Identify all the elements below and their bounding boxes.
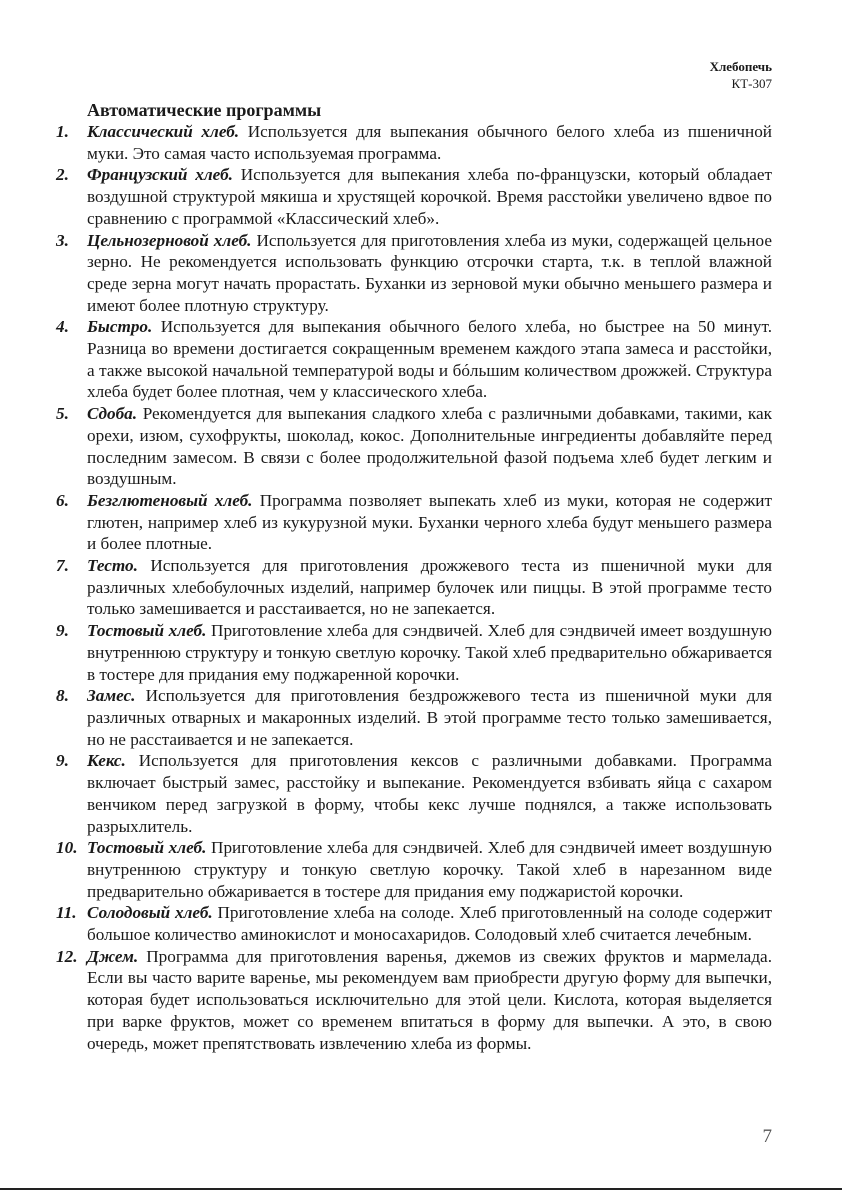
program-item — [56, 164, 772, 229]
program-item — [56, 403, 772, 490]
item-text: Используется для выпекания обычного белого хлеба из пшеничной муки. Это самая часто используемая программа. — [87, 122, 772, 163]
item-number: 9. — [56, 751, 69, 771]
program-item — [56, 946, 772, 1055]
item-term: Тостовый хлеб. — [87, 621, 207, 641]
program-item — [56, 902, 772, 945]
item-body — [87, 620, 772, 685]
item-text: Рекомендуется для выпекания сладкого хлеба с различными добавками, такими, как орехи, изюм, сухофрукты, шоколад, кокос. Дополнительные ингредиенты добавляйте перед последним замесом. В связи с более продолжительной фазой подъема хлеб будет легким и воздушным. — [87, 404, 772, 489]
item-body — [87, 490, 772, 555]
item-number: 12. — [56, 946, 78, 966]
item-term: Французский хлеб. — [87, 165, 233, 185]
item-body — [87, 750, 772, 837]
item-text: Используется для выпекания хлеба по-французски, который обладает воздушной структурой мякиша и хрустящей корочкой. Время расстойки увеличено вдвое по сравнению с программой «Классический хлеб». — [87, 165, 773, 228]
item-number: 8. — [56, 686, 69, 706]
item-term: Тостовый хлеб. — [87, 838, 207, 858]
item-body — [87, 685, 772, 750]
page-number: 7 — [762, 1126, 772, 1147]
program-item — [56, 121, 772, 164]
header-model: КТ-307 — [731, 76, 772, 91]
item-number: 11. — [56, 903, 77, 923]
item-body — [87, 946, 772, 1055]
item-term: Быстро. — [87, 317, 153, 337]
item-number: 9. — [56, 621, 69, 641]
item-number: 7. — [56, 556, 69, 576]
item-text: Приготовление хлеба для сэндвичей. Хлеб для сэндвичей имеет воздушную внутреннюю структуру и тонкую светлую корочку. Такой хлеб в нарезанном виде предварительно обжаривается в тостере для придания ему поджаристой корочки. — [87, 838, 772, 901]
item-number: 5. — [56, 404, 69, 424]
item-term: Джем. — [87, 946, 139, 966]
item-number: 2. — [56, 165, 69, 185]
item-text: Используется для выпекания обычного белого хлеба, но быстрее на 50 минут. Разница во времени достигается сокращенным временем каждого этапа замеса и расстойки, а также высокой начальной температурой воды и бóльшим количеством дрожжей. Структура хлеба будет более плотная, чем у классического хлеба. — [87, 317, 772, 402]
item-body — [87, 230, 772, 317]
item-term: Солодовый хлеб. — [87, 903, 213, 923]
program-item — [56, 490, 772, 555]
item-number: 10. — [56, 838, 78, 858]
program-item — [56, 230, 772, 317]
item-text: Программа позволяет выпекать хлеб из муки, которая не содержит глютен, например хлеб из кукурузной муки. Буханки черного хлеба будут меньшего размера и более плотные. — [87, 490, 772, 554]
item-body — [87, 902, 772, 945]
footer-rule — [0, 1188, 842, 1190]
item-number: 1. — [56, 122, 69, 141]
item-term: Безглютеновый хлеб. — [87, 490, 253, 510]
item-number: 6. — [56, 490, 69, 510]
item-text: Программа для приготовления варенья, джемов из свежих фруктов и мармелада. Если вы часто варите варенье, мы рекомендуем вам приобрести другую форму для выпечки, которая будет использоваться исключительно для этой цели. Кислота, которая выделяется при варке фруктов, может со временем впитаться в форму для выпечки. А это, в свою очередь, может препятствовать извлечению хлеба из формы. — [87, 946, 772, 1053]
item-term: Тесто. — [87, 556, 138, 576]
item-body — [87, 121, 772, 164]
item-body — [87, 837, 772, 902]
program-list — [56, 121, 772, 1054]
item-term: Замес. — [87, 686, 136, 706]
item-text: Приготовление хлеба на солоде. Хлеб приготовленный на солоде содержит большое количество аминокислот и моносахаридов. Солодовый хлеб считается лечебным. — [87, 903, 772, 945]
program-item — [56, 555, 772, 620]
section-title: Автоматические программы — [87, 100, 322, 120]
item-term: Цельнозерновой хлеб. — [87, 230, 252, 250]
program-item — [56, 685, 772, 750]
item-body — [87, 555, 772, 620]
item-text: Используется для приготовления бездрожжевого теста из пшеничной муки для различных отварных и макаронных изделий. В этой программе тесто только замешивается, но не расстаивается и не запекается. — [87, 686, 772, 749]
item-text: Используется для приготовления дрожжевого теста из пшеничной муки для различных хлебобулочных изделий, например булочек или пиццы. В этой программе тесто только замешивается и расстаивается, но не запекается. — [87, 556, 772, 619]
item-number: 3. — [56, 230, 69, 250]
item-term: Классический хлеб. — [87, 122, 240, 141]
header-brand: Хлебопечь — [709, 59, 772, 74]
program-item — [56, 316, 772, 403]
item-number: 4. — [56, 317, 69, 337]
page-header — [710, 58, 772, 92]
item-body — [87, 316, 772, 403]
program-item — [56, 750, 772, 837]
item-body — [87, 164, 772, 229]
item-term: Сдоба. — [87, 404, 138, 424]
item-term: Кекс. — [87, 751, 126, 771]
item-text: Приготовление хлеба для сэндвичей. Хлеб для сэндвичей имеет воздушную внутреннюю структуру и тонкую светлую корочку. Такой хлеб предварительно обжаривается в тостере для придания ему поджаренной корочки. — [87, 621, 772, 684]
program-item — [56, 837, 772, 902]
item-body — [87, 403, 772, 490]
item-text: Используется для приготовления кексов с различными добавками. Программа включает быстрый замес, расстойку и выпекание. Рекомендуется взбивать яйца с сахаром венчиком перед загрузкой в форму, чтобы кекс лучше поднялся, а также использовать разрыхлитель. — [87, 751, 772, 836]
item-text: Используется для приготовления хлеба из муки, содержащей цельное зерно. Не рекомендуется использовать функцию отсрочки старта, т.к. в теплой влажной среде зерна могут начать прорастать. Буханки из зерновой муки обычно меньшего размера и имеют более плотную структуру. — [87, 230, 772, 315]
program-item — [56, 620, 772, 685]
